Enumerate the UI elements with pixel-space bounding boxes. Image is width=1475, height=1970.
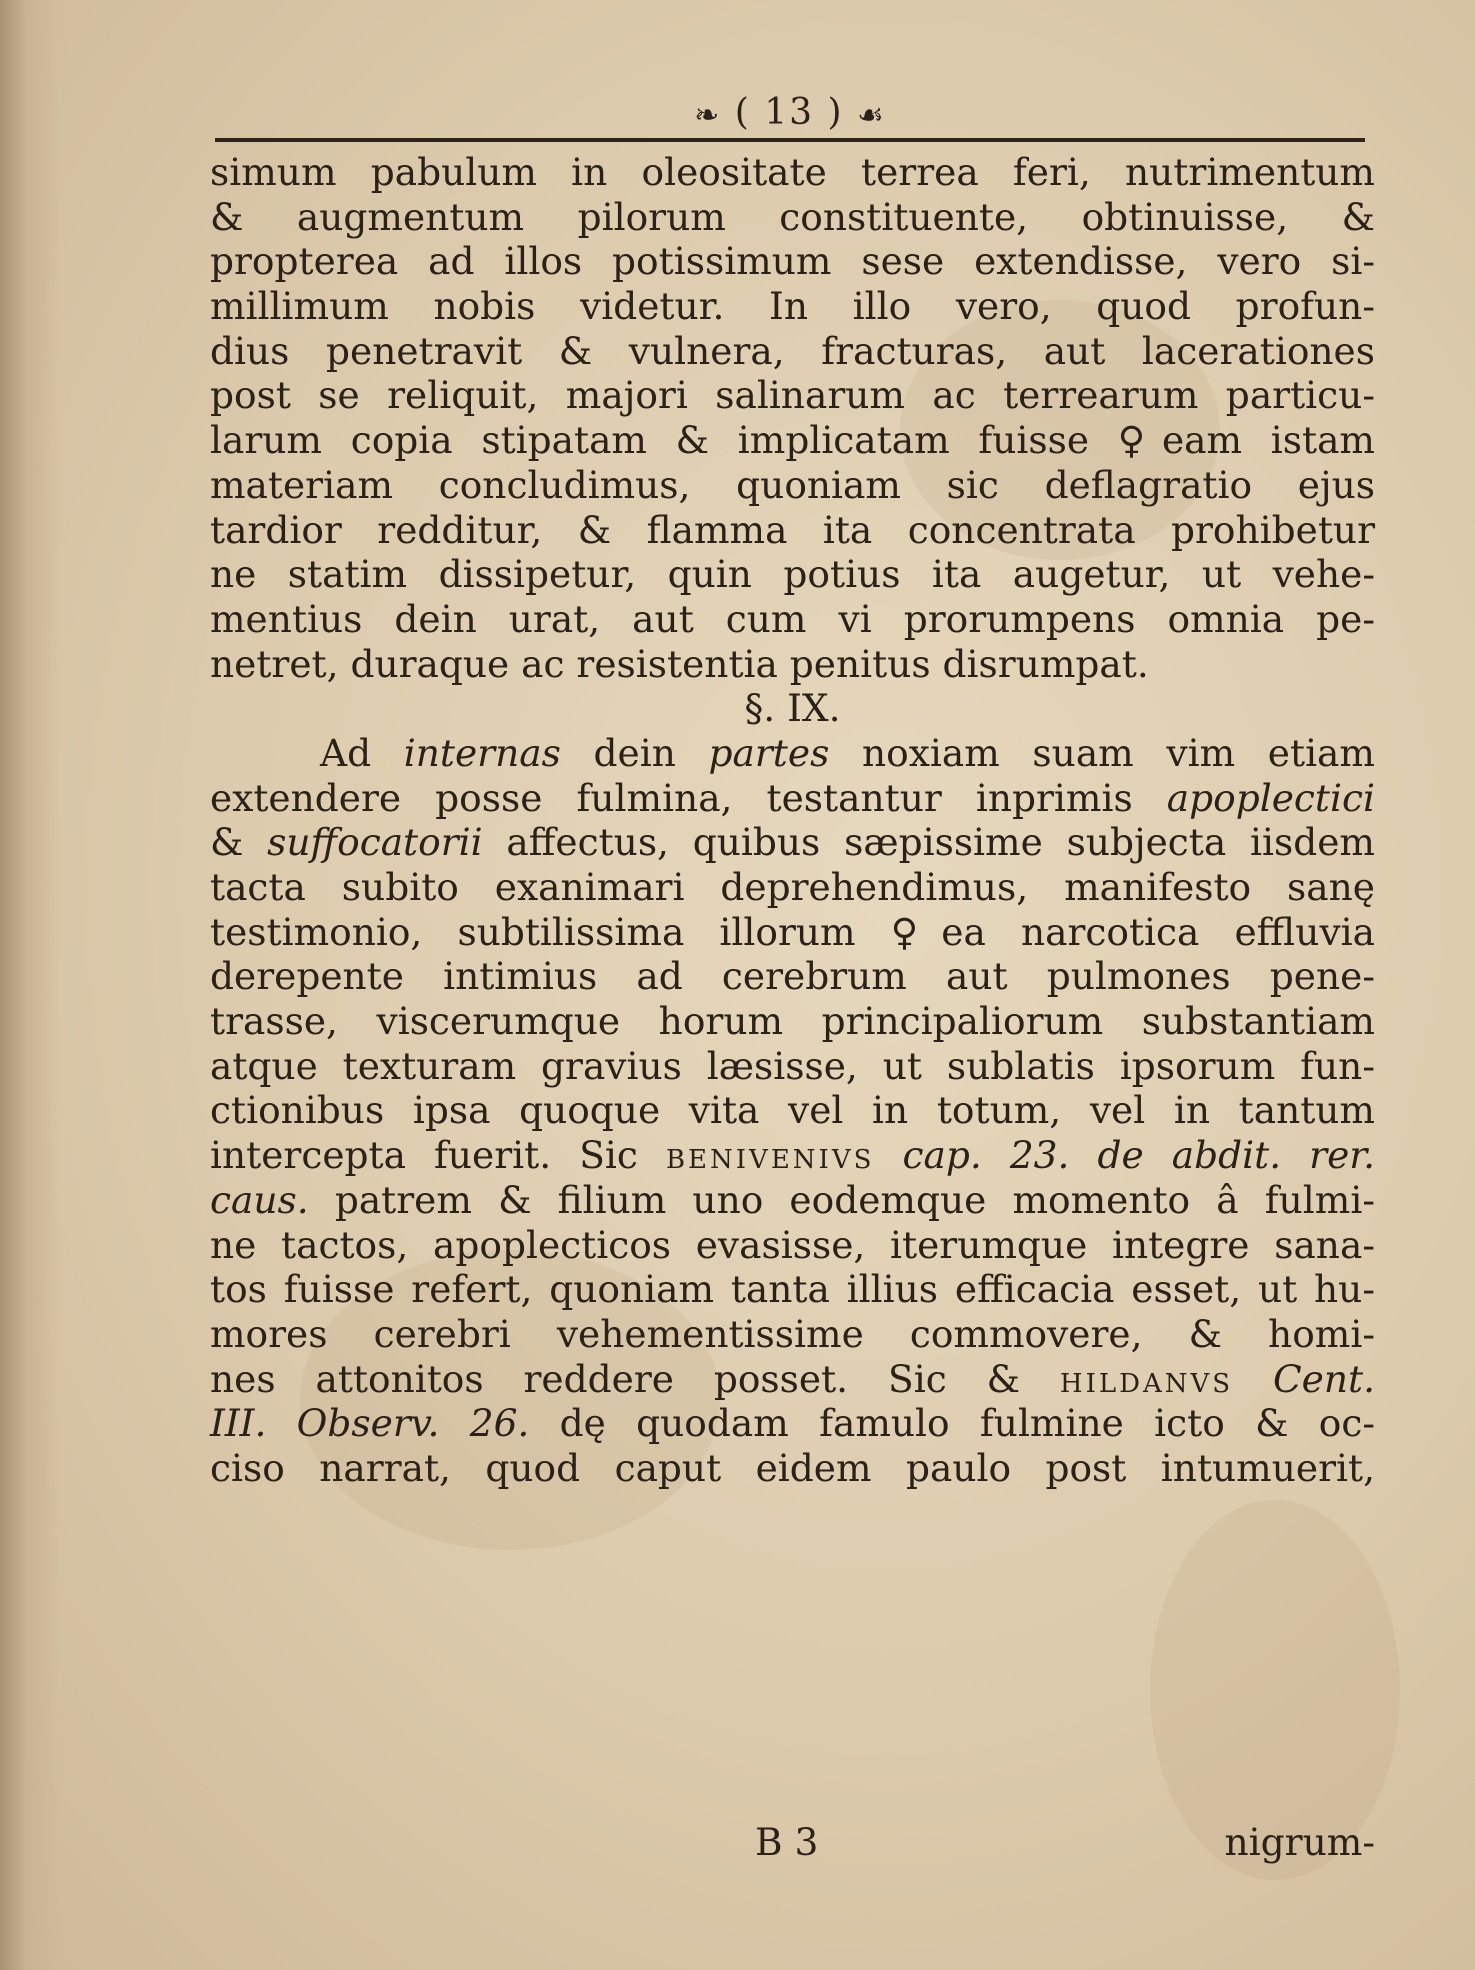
text-fragment [874, 1133, 902, 1177]
text-line: derepente intimius ad cerebrum aut pulmones pene- [210, 954, 1375, 999]
text-line: tardior redditur, & flamma ita concentrata prohibetur [210, 507, 1375, 552]
text-fragment: Ad [320, 730, 404, 775]
text-line: simum pabulum in oleositate terrea feri, nutrimentum [210, 150, 1375, 194]
text-line: trasse, viscerumque horum principaliorum substantiam [210, 999, 1375, 1044]
text-line: ne statim dissipetur, quin potius ita augetur, ut vehe- [210, 552, 1375, 597]
italic-term: suffocatorii [267, 820, 483, 865]
text-line: post se reliquit, majori salinarum ac terrearum particu- [210, 373, 1375, 418]
text-line [210, 776, 1375, 821]
text-line: tos fuisse refert, quoniam tanta illius efficacia esset, ut hu- [210, 1267, 1375, 1312]
page-footer [210, 1820, 1375, 1868]
running-header [215, 92, 1365, 136]
text-fragment: & [210, 820, 268, 865]
text-line: propterea ad illos potissimum sese extendisse, vero si- [210, 239, 1375, 284]
citation: III. Observ. 26. [210, 1401, 530, 1446]
page-number: ( 13 ) [734, 92, 844, 133]
text-fragment: intercepta fuerit. Sic [210, 1133, 666, 1178]
text-fragment [1233, 1357, 1273, 1401]
section-heading: §. IX. [744, 686, 841, 731]
author-name: hildanvs [1059, 1356, 1234, 1401]
italic-term: partes [708, 730, 830, 775]
citation: caus. [210, 1177, 309, 1222]
text-line: mores cerebri vehementissime commovere, & homi- [210, 1311, 1375, 1356]
author-name: benivenivs [665, 1133, 875, 1178]
text-line: millimum nobis videtur. In illo vero, quod profun- [210, 284, 1375, 329]
text-line [210, 731, 1375, 776]
text-line [210, 1357, 1375, 1402]
text-fragment: nes attonitos reddere posset. Sic & [210, 1356, 1060, 1401]
italic-term: internas [403, 730, 561, 775]
text-line: mentius dein urat, aut cum vi prorumpens omnia pe- [210, 596, 1375, 641]
text-line: ciso narrat, quod caput eidem paulo post intumuerit, [210, 1445, 1375, 1490]
text-line: testimonio, subtilissima illorum ♀ea narcotica effluvia [210, 909, 1375, 954]
text-fragment: affectus, quibus sæpissime subjecta iisdem [482, 820, 1375, 865]
text-line: & augmentum pilorum constituente, obtinuisse, & [210, 194, 1375, 239]
text-line: tacta subito exanimari deprehendimus, manifesto sanę [210, 865, 1375, 909]
italic-term: apoplectici [1166, 775, 1375, 820]
catchword: nigrum- [1224, 1820, 1375, 1864]
text-line [210, 1401, 1375, 1446]
text-fragment: patrem & filium uno eodemque momento â fulmi- [308, 1177, 1375, 1222]
citation: cap. 23. de abdit. rer. [902, 1133, 1376, 1178]
binding-gutter [0, 0, 60, 1970]
text-line [210, 1178, 1375, 1223]
text-fragment: noxiam suam vim etiam [829, 730, 1375, 775]
main-text [210, 150, 1375, 1491]
text-line: materiam concludimus, quoniam sic deflagratio ejus [210, 462, 1375, 507]
text-fragment: dę quodam famulo fulmine icto & oc- [529, 1401, 1375, 1446]
text-fragment: extendere posse fulmina, testantur inprimis [210, 775, 1167, 820]
text-line: dius penetravit & vulnera, fracturas, aut lacerationes [210, 328, 1375, 373]
text-line [210, 820, 1375, 865]
text-line [210, 1133, 1375, 1178]
text-line: larum copia stipatam & implicatam fuisse ♀eam istam [210, 418, 1375, 463]
ornament-right-icon: ☙ [856, 97, 886, 133]
text-line: ctionibus ipsa quoque vita vel in totum, vel in tantum [210, 1088, 1375, 1133]
text-line: atque texturam gravius læsisse, ut sublatis ipsorum fun- [210, 1043, 1375, 1088]
text-line: ne tactos, apoplecticos evasisse, iterumque integre sana- [210, 1222, 1375, 1267]
ornament-left-icon: ❧ [694, 97, 722, 133]
text-line: netret, duraque ac resistentia penitus disrumpat. [210, 641, 1149, 686]
signature-mark: B 3 [755, 1820, 819, 1864]
header-rule [215, 138, 1365, 142]
citation: Cent. [1272, 1356, 1375, 1401]
text-fragment: dein [560, 730, 709, 775]
